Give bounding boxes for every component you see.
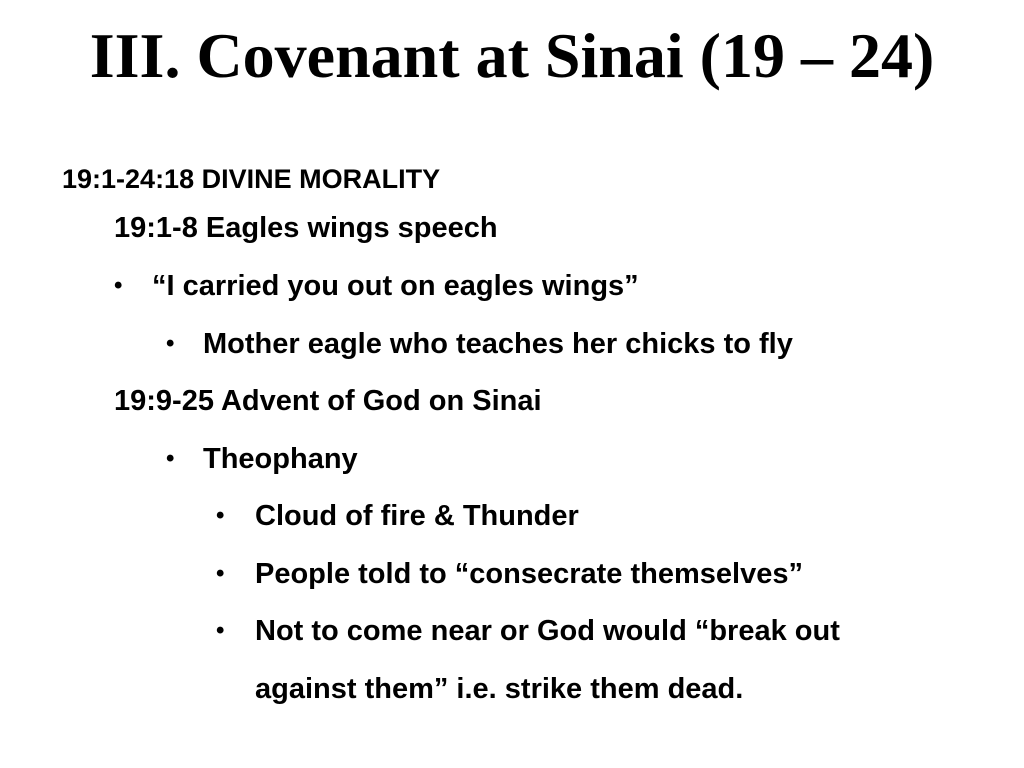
bullet-icon: •	[114, 272, 123, 299]
bullet-icon: •	[166, 330, 175, 357]
bullet-icon: •	[216, 502, 225, 529]
outline-item-carried-on-eagles-wings: “I carried you out on eagles wings”	[152, 270, 639, 302]
bullet-icon: •	[216, 560, 225, 587]
section-heading: 19:1-24:18 DIVINE MORALITY	[62, 164, 441, 194]
outline-item-not-to-come-near: Not to come near or God would “break out	[255, 615, 840, 647]
outline-item-consecrate: People told to “consecrate themselves”	[255, 558, 803, 590]
outline-item-mother-eagle: Mother eagle who teaches her chicks to fly	[203, 328, 793, 360]
outline-item-advent-of-god: 19:9-25 Advent of God on Sinai	[114, 385, 542, 417]
bullet-icon: •	[216, 617, 225, 644]
outline-item-theophany: Theophany	[203, 443, 358, 475]
outline-item-cloud-of-fire: Cloud of fire & Thunder	[255, 500, 579, 532]
outline-item-not-to-come-near-continued: against them” i.e. strike them dead.	[255, 673, 744, 705]
slide-title: III. Covenant at Sinai (19 – 24)	[89, 20, 935, 91]
bullet-icon: •	[166, 445, 175, 472]
outline-item-eagles-wings-speech: 19:1-8 Eagles wings speech	[114, 212, 498, 244]
